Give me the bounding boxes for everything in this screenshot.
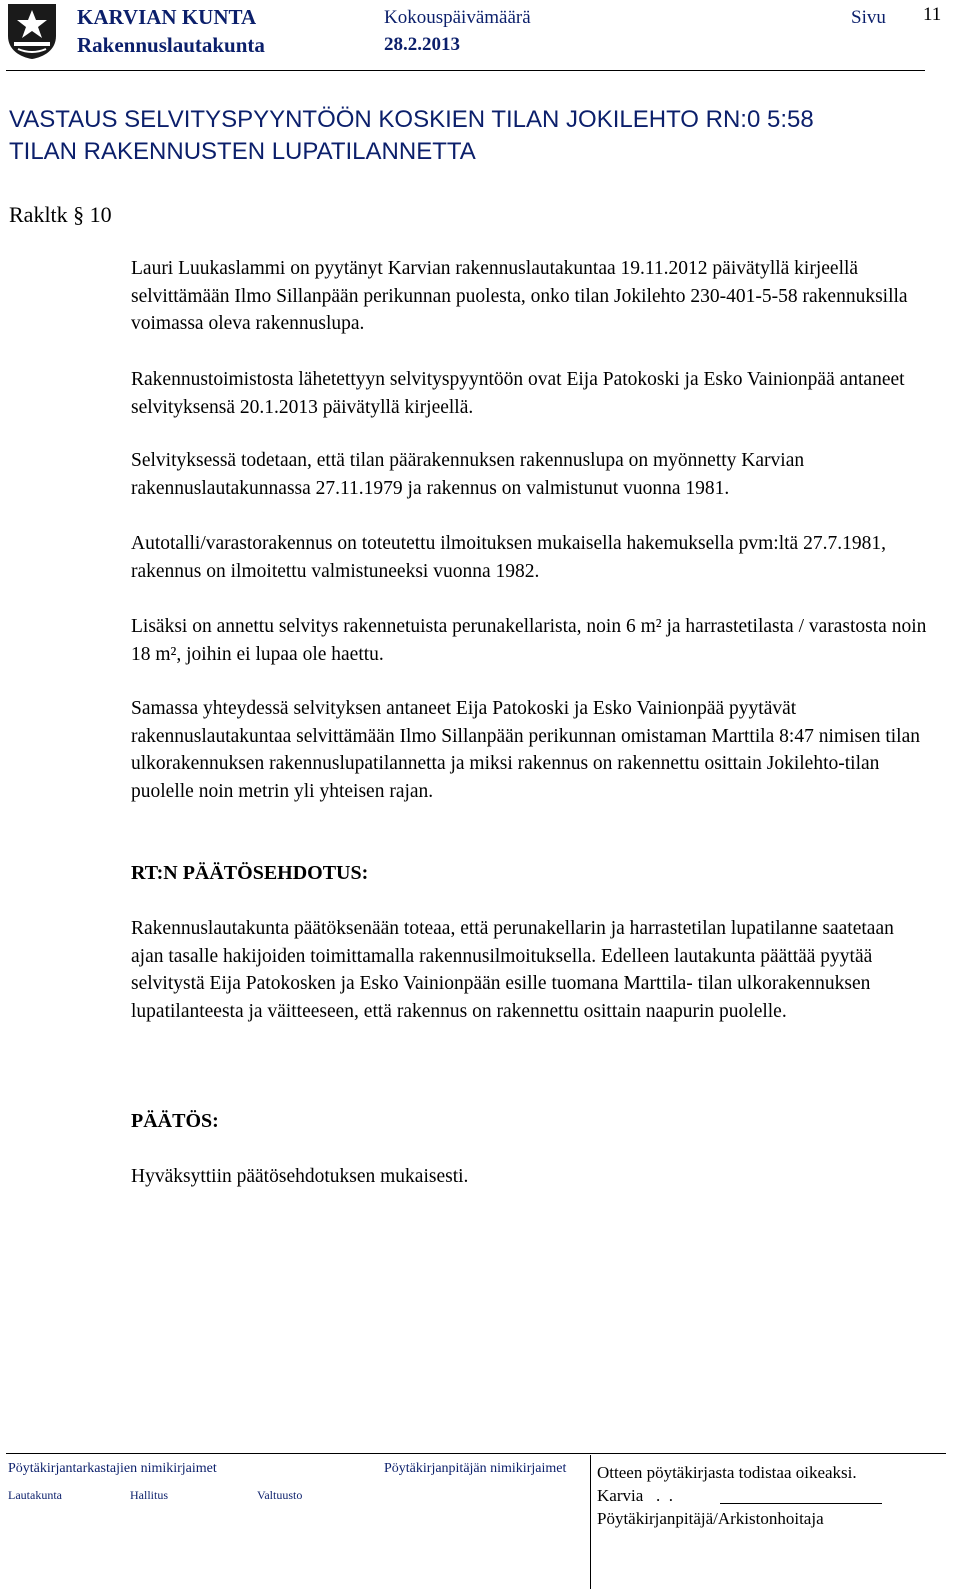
proposal-heading: RT:N PÄÄTÖSEHDOTUS: — [131, 862, 369, 884]
section-reference: Rakltk § 10 — [9, 202, 112, 227]
page-label: Sivu — [851, 7, 886, 28]
paragraph-neighbour-request: Samassa yhteydessä selvityksen antaneet Eija Patokoski ja Esko Vainionpää pyytävät rakennuslautakuntaa selvittämään Ilmo Sillanpään perikunnan omistaman Marttila 8:47 nimisen tilan ulkorakennuksen rakennuslupatilannetta ja miksi rakennus on rakennettu osittain Jokilehto-tilan puolelle noin metrin yli yhteisen rajan. — [131, 698, 921, 802]
paragraph-main-building: Selvityksessä todetaan, että tilan päärakennuksen rakennuslupa on myönnetty Karvian rakennuslautakunnassa 27.11.1979 ja rakennus on valmistunut vuonna 1981. — [131, 450, 805, 499]
title-line-2: TILAN RAKENNUSTEN LUPATILANNETTA — [9, 138, 476, 165]
decision-heading: PÄÄTÖS: — [131, 1110, 219, 1132]
proposal-text: Rakennuslautakunta päätöksenään toteaa, että perunakellarin ja harrastetilan lupatilanne saatetaan ajan tasalle hakijoiden toimittamalla rakennusilmoituksella. Edelleen lautakunta päättää pyytää selvitystä Eija Patokosken ja Esko Vainionpään esille tuomana Marttila- tilan ulkorakennuksen lupatilanteesta ja väitteeseen, että rakennus on rakennettu osittain naapurin puolelle. — [131, 918, 894, 1022]
signature-line — [720, 1503, 882, 1504]
organization-name: KARVIAN KUNTA — [77, 5, 257, 29]
paragraph-request: Lauri Luukaslammi on pyytänyt Karvian rakennuslautakuntaa 19.11.2012 päivätyllä kirjeellä selvittämään Ilmo Sillanpään perikunnan puolesta, onko tilan Jokilehto 230-401-5-58 rakennuksilla voimassa oleva rakennuslupa. — [131, 258, 908, 334]
paragraph-garage: Autotalli/varastorakennus on toteutettu ilmoituksen mukaisella hakemuksella pvm:ltä 27.7.1981, rakennus on ilmoitettu valmistuneeksi vuonna 1982. — [131, 533, 886, 582]
footer-divider — [6, 1453, 946, 1454]
department-name: Rakennuslautakunta — [77, 33, 265, 57]
meeting-date-label: Kokouspäivämäärä — [384, 7, 531, 28]
certification-statement: Otteen pöytäkirjasta todistaa oikeaksi. — [597, 1463, 857, 1482]
council-label: Valtuusto — [257, 1488, 303, 1502]
board-label: Lautakunta — [8, 1488, 62, 1502]
paragraph-reply: Rakennustoimistosta lähetettyyn selvityspyyntöön ovat Eija Patokoski ja Esko Vainionpää antaneet selvityksensä 20.1.2013 päivätyllä kirjeellä. — [131, 369, 905, 418]
certifier-title: Pöytäkirjanpitäjä/Arkistonhoitaja — [597, 1509, 824, 1528]
paragraph-cellar: Lisäksi on annettu selvitys rakennetuista perunakellarista, noin 6 m² ja harrastetilasta / varastosta noin 18 m², joihin ei lupaa ole haettu. — [131, 616, 927, 665]
title-line-1: VASTAUS SELVITYSPYYNTÖÖN KOSKIEN TILAN JOKILEHTO RN:0 5:58 — [9, 106, 814, 133]
karvia-coat-of-arms-logo — [6, 2, 58, 60]
header-divider — [6, 70, 925, 71]
page-number: 11 — [923, 4, 942, 25]
inspectors-signatures-label: Pöytäkirjantarkastajien nimikirjaimet — [8, 1461, 217, 1476]
meeting-date-value: 28.2.2013 — [384, 34, 460, 55]
keeper-signatures-label: Pöytäkirjanpitäjän nimikirjaimet — [384, 1461, 567, 1476]
certification-place-date: Karvia . . — [597, 1486, 674, 1505]
document-title — [9, 104, 814, 168]
decision-text: Hyväksyttiin päätösehdotuksen mukaisesti. — [131, 1166, 469, 1187]
government-label: Hallitus — [130, 1488, 168, 1502]
